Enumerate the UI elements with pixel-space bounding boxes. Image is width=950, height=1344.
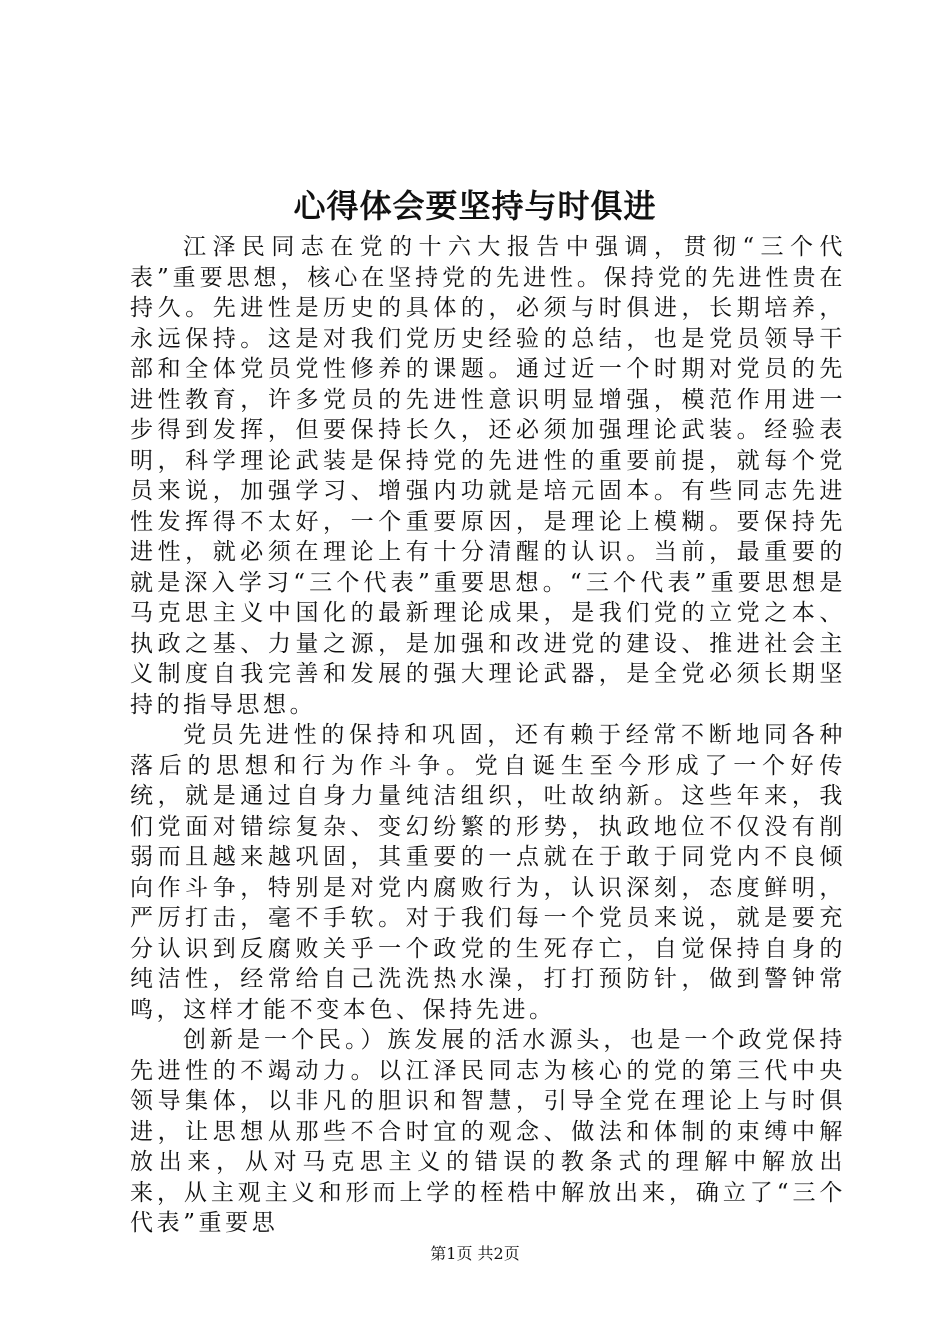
paragraph-2: 党员先进性的保持和巩固，还有赖于经常不断地同各种落后的思想和行为作斗争。党自诞生至今形成了一个好传统，就是通过自身力量纯洁组织，吐故纳新。这些年来，我们党面对错综复杂、变幻纷繁的形势，执政地位不仅没有削弱而且越来越巩固，其重要的一点就在于敢于同党内不良倾向作斗争，特别是对党内腐败行为，认识深刻，态度鲜明，严厉打击，毫不手软。对于我们每一个党员来说，就是要充分认识到反腐败关乎一个政党的生死存亡，自觉保持自身的纯洁性，经常给自己洗洗热水澡，打打预防针，做到警钟常鸣，这样才能不变本色、保持先进。 [130, 722, 846, 1023]
paragraph-3: 创新是一个民。）族发展的活水源头，也是一个政党保持先进性的不竭动力。以江泽民同志为核心的党的第三代中央领导集体，以非凡的胆识和智慧，引导全党在理论上与时俱进，让思想从那些不合时宜的观念、做法和体制的束缚中解放出来，从对马克思主义的错误的教条式的理解中解放出来，从主观主义和形而上学的桎梏中解放出来，确立了“三个代表”重要思 [130, 1027, 846, 1236]
document-body [130, 232, 846, 1239]
document-title: 心得体会要坚持与时俱进 [293, 187, 657, 225]
page-footer: 第1页 共2页 [430, 1244, 520, 1263]
paragraph-1: 江泽民同志在党的十六大报告中强调，贯彻“三个代表”重要思想，核心在坚持党的先进性。保持党的先进性贵在持久。先进性是历史的具体的，必须与时俱进，长期培养，永远保持。这是对我们党历史经验的总结，也是党员领导干部和全体党员党性修养的课题。通过近一个时期对党员的先进性教育，许多党员的先进性意识明显增强，模范作用进一步得到发挥，但要保持长久，还必须加强理论武装。经验表明，科学理论武装是保持党的先进性的重要前提，就每个党员来说，加强学习、增强内功就是培元固本。有些同志先进性发挥得不太好，一个重要原因，是理论上模糊。要保持先进性，就必须在理论上有十分清醒的认识。当前，最重要的就是深入学习“三个代表”重要思想。“三个代表”重要思想是马克思主义中国化的最新理论成果，是我们党的立党之本、执政之基、力量之源，是加强和改进党的建设、推进社会主义制度自我完善和发展的强大理论武器，是全党必须长期坚持的指导思想。 [130, 234, 846, 718]
